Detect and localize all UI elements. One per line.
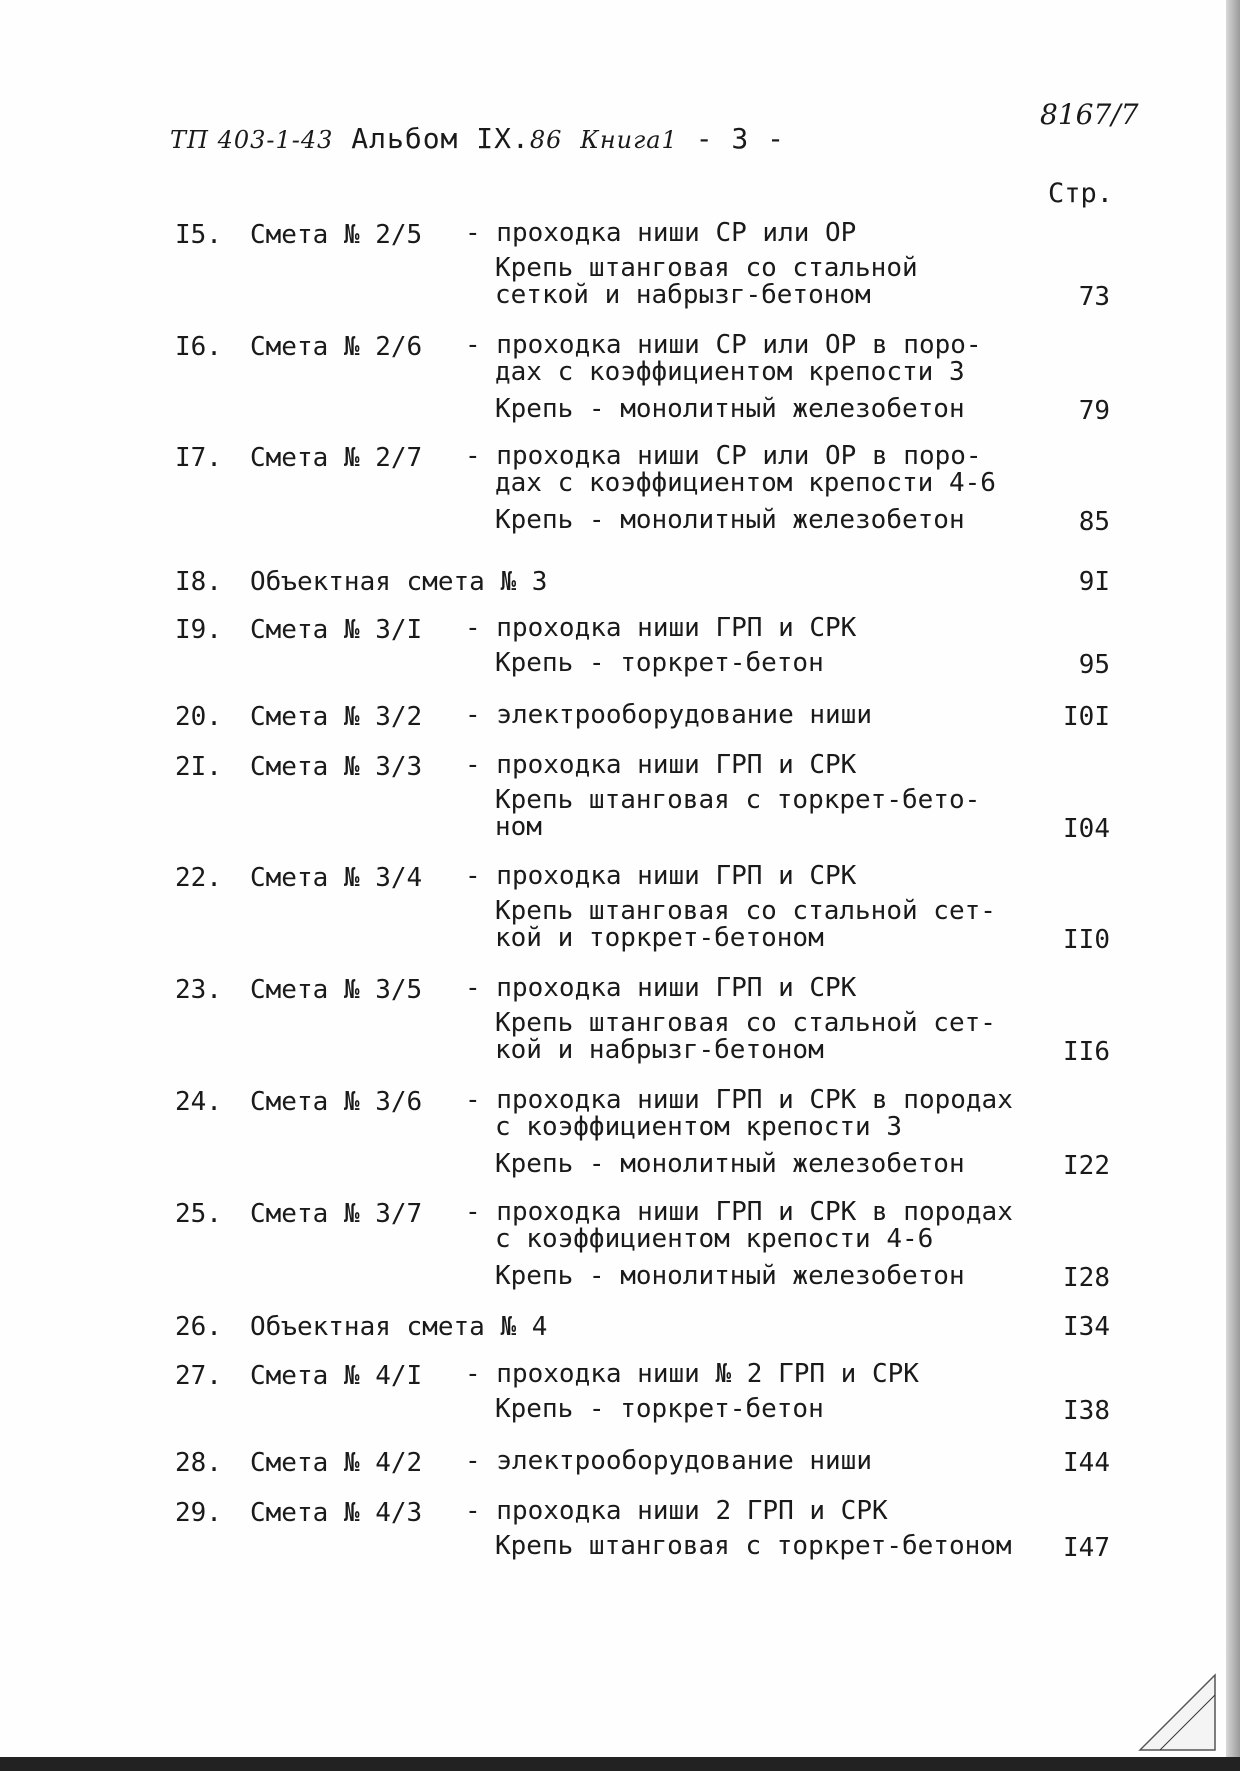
entry-description-line: - проходка ниши ГРП и СРК в породах bbox=[465, 1197, 1013, 1227]
entry-description-line: - проходка ниши № 2 ГРП и СРК bbox=[465, 1359, 919, 1389]
entry-page-number: 73 bbox=[1078, 282, 1110, 312]
entry-description-line: Крепь - торкрет-бетон bbox=[495, 648, 824, 678]
entry-description-line: Крепь штанговая с торкрет-бето- bbox=[495, 785, 981, 815]
entry-document: Смета № 3/4 bbox=[250, 863, 423, 893]
entry-document: Смета № 3/3 bbox=[250, 752, 423, 782]
header-line bbox=[170, 122, 785, 155]
entry-description-line: Крепь - монолитный железобетон bbox=[495, 1261, 965, 1291]
entry-description-line: кой и набрызг-бетоном bbox=[495, 1035, 824, 1065]
entry-number: 2I. bbox=[175, 752, 222, 782]
entry-description-line: Крепь штанговая с торкрет-бетоном bbox=[495, 1531, 1012, 1561]
book-number: 1 bbox=[661, 126, 678, 154]
entry-document: Смета № 4/3 bbox=[250, 1498, 423, 1528]
entry-description-line: - проходка ниши 2 ГРП и СРК bbox=[465, 1496, 888, 1526]
entry-document: Смета № 3/7 bbox=[250, 1199, 423, 1229]
album-number: IX. bbox=[476, 122, 530, 155]
entry-description-line: Крепь - монолитный железобетон bbox=[495, 394, 965, 424]
entry-description-line: - проходка ниши ГРП и СРК bbox=[465, 861, 857, 891]
page-mark: - 3 - bbox=[695, 122, 785, 155]
scan-bottom-edge bbox=[0, 1757, 1240, 1771]
entry-number: I5. bbox=[175, 220, 222, 250]
entry-number: 28. bbox=[175, 1448, 222, 1478]
entry-page-number: I44 bbox=[1063, 1448, 1110, 1478]
entry-document: Смета № 2/7 bbox=[250, 443, 423, 473]
entry-page-number: II0 bbox=[1063, 925, 1110, 955]
entry-document: Смета № 2/5 bbox=[250, 220, 423, 250]
entry-number: 24. bbox=[175, 1087, 222, 1117]
entry-document: Объектная смета № 3 bbox=[250, 567, 548, 597]
entry-document: Объектная смета № 4 bbox=[250, 1312, 548, 1342]
entry-page-number: I47 bbox=[1063, 1533, 1110, 1563]
entry-description-line: дах с коэффициентом крепости 3 bbox=[495, 357, 965, 387]
entry-page-number: I28 bbox=[1063, 1263, 1110, 1293]
entry-description-line: - проходка ниши ГРП и СРК bbox=[465, 750, 857, 780]
entry-document: Смета № 4/2 bbox=[250, 1448, 423, 1478]
entry-description-line: - проходка ниши ГРП и СРК bbox=[465, 613, 857, 643]
entry-description-line: дах с коэффициентом крепости 4-6 bbox=[495, 468, 996, 498]
entry-page-number: I34 bbox=[1063, 1312, 1110, 1342]
book-label: Книга bbox=[580, 126, 662, 154]
entry-page-number: 9I bbox=[1078, 567, 1110, 597]
entry-number: 22. bbox=[175, 863, 222, 893]
entry-page-number: 85 bbox=[1078, 507, 1110, 537]
page-corner-fold bbox=[1130, 1665, 1220, 1755]
entry-document: Смета № 3/5 bbox=[250, 975, 423, 1005]
entry-description-line: - проходка ниши СР или ОР в поро- bbox=[465, 330, 982, 360]
entry-description-line: - проходка ниши СР или ОР в поро- bbox=[465, 441, 982, 471]
scan-edge bbox=[1226, 0, 1240, 1771]
entry-number: 29. bbox=[175, 1498, 222, 1528]
entry-description-line: - электрооборудование ниши bbox=[465, 700, 872, 730]
entry-description-line: - проходка ниши ГРП и СРК в породах bbox=[465, 1085, 1013, 1115]
entry-description-line: Крепь штанговая со стальной сет- bbox=[495, 1008, 996, 1038]
album-year: 86 bbox=[529, 126, 563, 154]
entry-document: Смета № 3/2 bbox=[250, 702, 423, 732]
entry-page-number: I38 bbox=[1063, 1396, 1110, 1426]
entry-number: 25. bbox=[175, 1199, 222, 1229]
entry-document: Смета № 3/I bbox=[250, 615, 423, 645]
entry-number: I6. bbox=[175, 332, 222, 362]
entry-document: Смета № 2/6 bbox=[250, 332, 423, 362]
entry-description-line: Крепь - монолитный железобетон bbox=[495, 1149, 965, 1179]
archive-number: 8167/7 bbox=[1040, 98, 1139, 131]
entry-number: 23. bbox=[175, 975, 222, 1005]
entry-description-line: ном bbox=[495, 812, 542, 842]
entry-document: Смета № 4/I bbox=[250, 1361, 423, 1391]
entry-description-line: - проходка ниши СР или ОР bbox=[465, 218, 857, 248]
entry-description-line: Крепь - монолитный железобетон bbox=[495, 505, 965, 535]
entry-description-line: сеткой и набрызг-бетоном bbox=[495, 280, 871, 310]
entry-description-line: - проходка ниши ГРП и СРК bbox=[465, 973, 857, 1003]
entry-page-number: 79 bbox=[1078, 396, 1110, 426]
entry-description-line: кой и торкрет-бетоном bbox=[495, 923, 824, 953]
entry-page-number: I04 bbox=[1063, 814, 1110, 844]
entry-page-number: I0I bbox=[1063, 702, 1110, 732]
entry-document: Смета № 3/6 bbox=[250, 1087, 423, 1117]
entry-description-line: с коэффициентом крепости 4-6 bbox=[495, 1224, 934, 1254]
designation: ТП 403-1-43 bbox=[170, 126, 334, 154]
entry-number: 20. bbox=[175, 702, 222, 732]
entry-description-line: Крепь штанговая со стальной сет- bbox=[495, 896, 996, 926]
entry-page-number: 95 bbox=[1078, 650, 1110, 680]
entry-page-number: I22 bbox=[1063, 1151, 1110, 1181]
page-column-header: Стр. bbox=[1048, 178, 1114, 209]
entry-description-line: Крепь штанговая со стальной bbox=[495, 253, 918, 283]
entry-description-line: Крепь - торкрет-бетон bbox=[495, 1394, 824, 1424]
entry-description-line: с коэффициентом крепости 3 bbox=[495, 1112, 902, 1142]
entry-page-number: II6 bbox=[1063, 1037, 1110, 1067]
album-label: Альбом bbox=[351, 122, 459, 155]
entry-description-line: - электрооборудование ниши bbox=[465, 1446, 872, 1476]
entry-number: I8. bbox=[175, 567, 222, 597]
entry-number: 27. bbox=[175, 1361, 222, 1391]
entry-number: 26. bbox=[175, 1312, 222, 1342]
entry-number: I7. bbox=[175, 443, 222, 473]
entry-number: I9. bbox=[175, 615, 222, 645]
